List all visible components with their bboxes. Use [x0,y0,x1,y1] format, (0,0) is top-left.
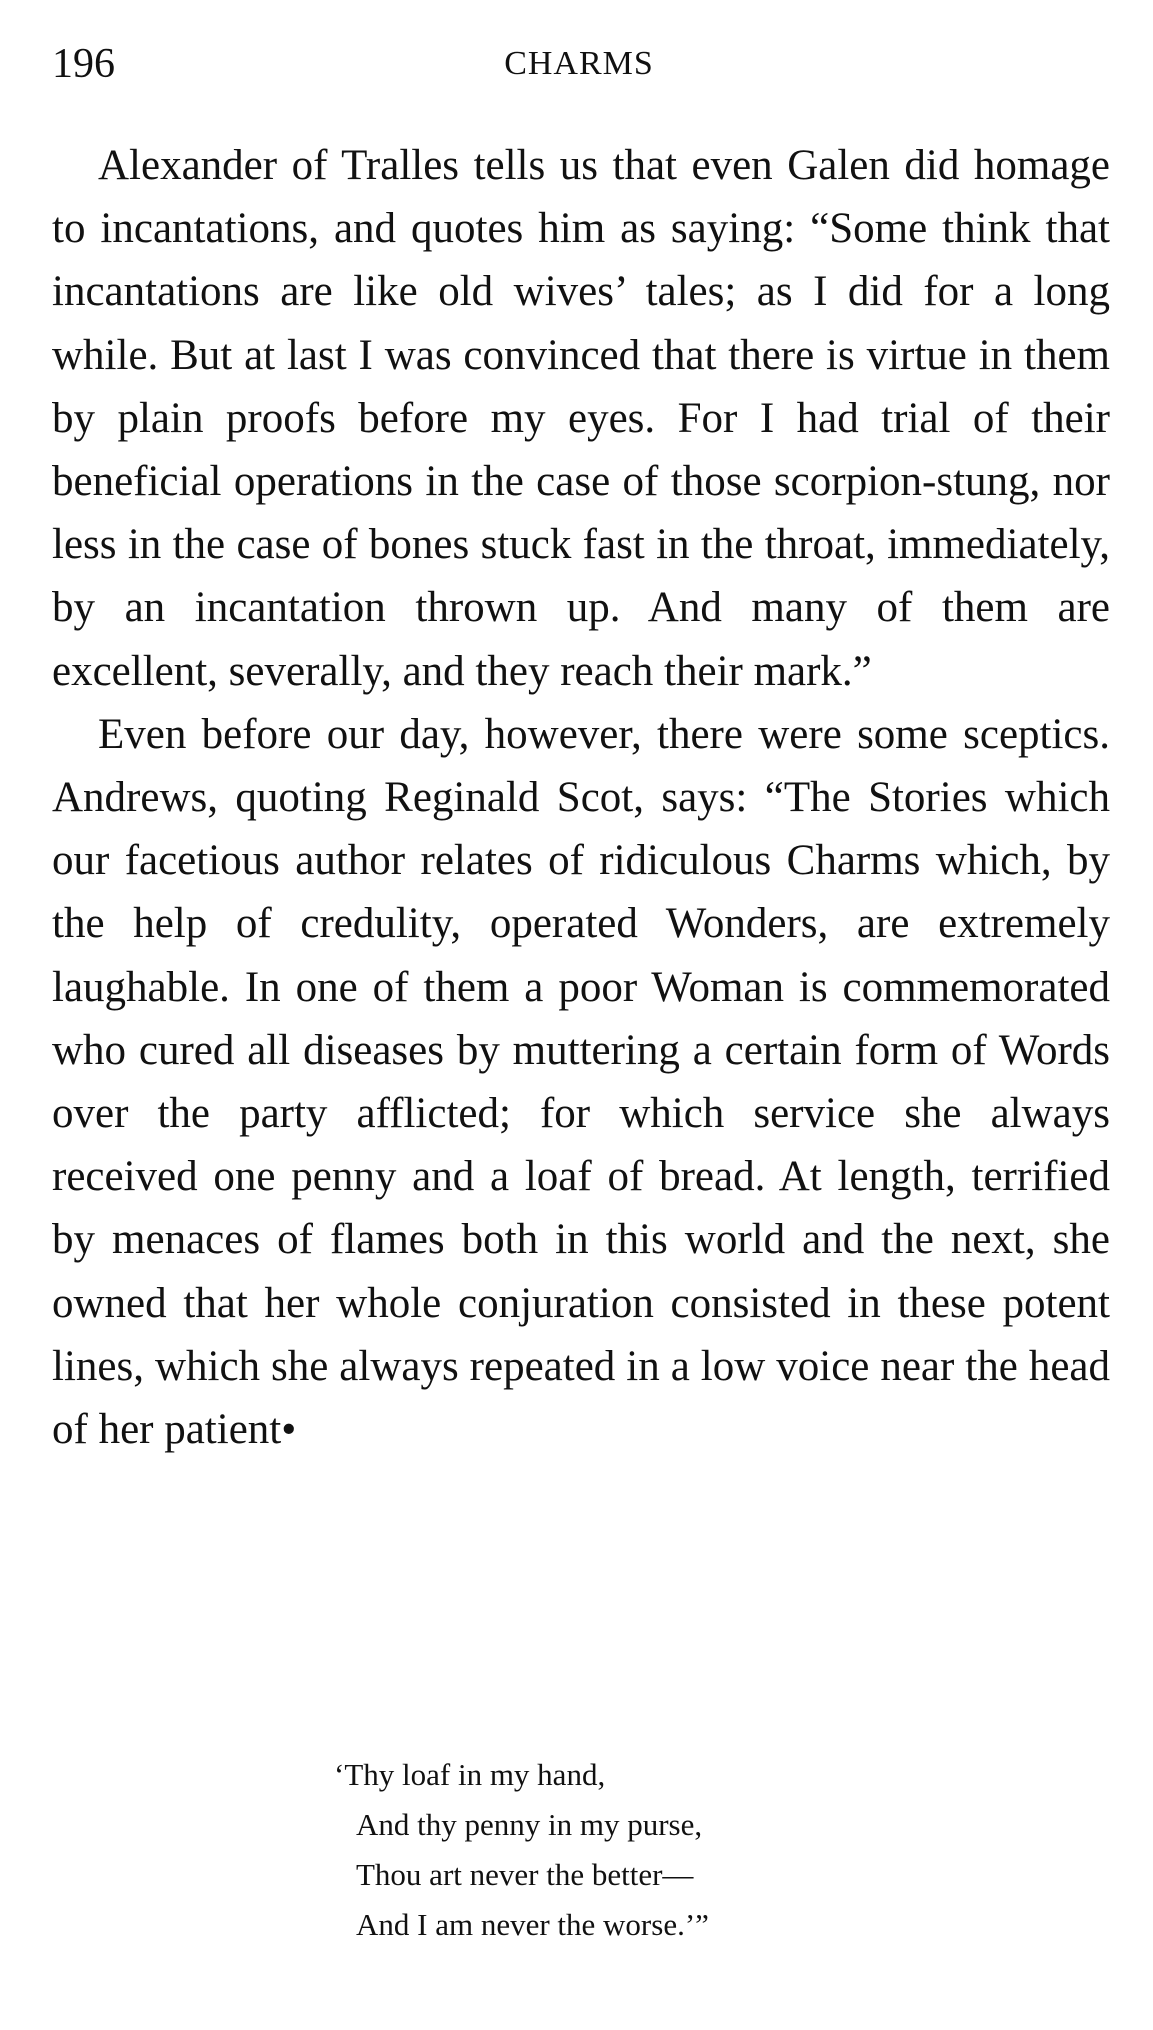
verse-line: And I am never the worse.’” [356,1907,709,1942]
body-text [52,134,1110,1461]
verse-line: And thy penny in my purse, [356,1807,703,1842]
verse-line: Thou art never the better— [356,1857,694,1892]
paragraph-galen-quote: Alexander of Tralles tells us that even Galen did homage to incantations, and quotes him as saying: “Some think that incantations are like old wives’ tales; as I did for a long while. But at last I was convinced that there is virtue in them by plain proofs before my eyes. For I had trial of their beneficial operations in the case of those scorpion-stung, nor less in the case of bones stuck fast in the throat, immediately, by an incantation thrown up. And many of them are excellent, severally, and they reach their mark.” [52,142,1110,695]
running-title: CHARMS [504,45,654,82]
running-head [52,36,1106,92]
page-number: 196 [52,41,115,87]
verse-line: ‘Thy loaf in my hand, [334,1757,606,1792]
verse-quotation [334,1750,954,1950]
paragraph-sceptics: Even before our day, however, there were some sceptics. Andrews, quoting Reginald Scot, says: “The Stories which our facetious author relates of ridiculous Charms which, by the help of credulity, operated Wonders, are extremely laughable. In one of them a poor Woman is commemorated who cured all diseases by muttering a certain form of Words over the party afflicted; for which service she always received one penny and a loaf of bread. At length, terrified by menaces of flames both in this world and the next, she owned that her whole conjuration consisted in these potent lines, which she always repeated in a low voice near the head of her patient• [52,710,1110,1454]
